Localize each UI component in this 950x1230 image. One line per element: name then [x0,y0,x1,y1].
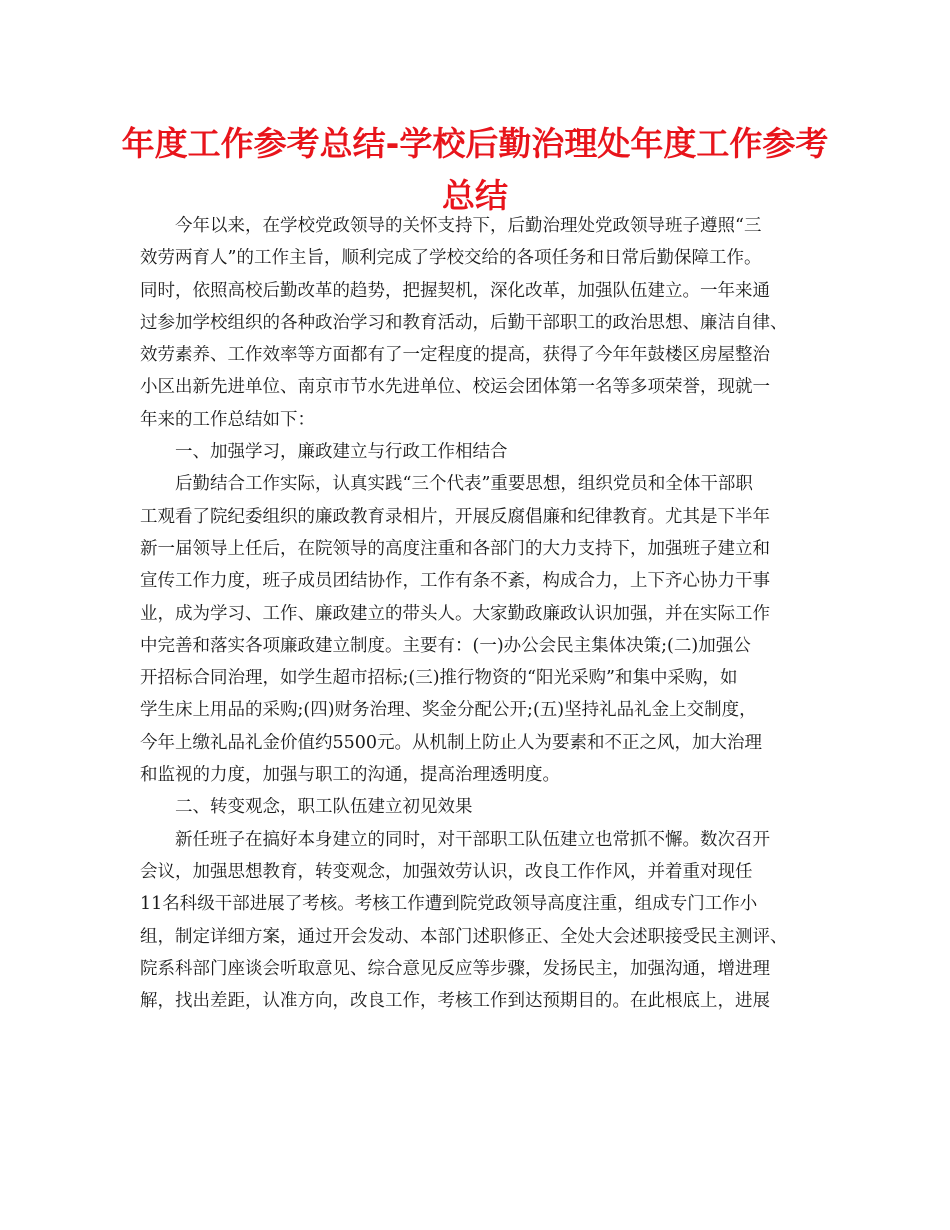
text-line: 一、加强学习，廉政建立与行政工作相结合 [175,442,508,463]
text-line: 11名科级干部进展了考核。考核工作遭到院党政领导高度注重，组成专门工作小 [140,894,758,915]
text-line: 效劳素养、工作效率等方面都有了一定程度的提高，获得了今年年鼓楼区房屋整治 [140,345,770,366]
text-line: 工观看了院纪委组织的廉政教育录相片，开展反腐倡廉和纪律教育。尤其是下半年 [140,506,770,527]
document-title [100,118,850,222]
text-line: 年来的工作总结如下： [140,409,315,430]
text-line: 小区出新先进单位、南京市节水先进单位、校运会团体第一名等多项荣誉，现就一 [140,377,770,398]
section-heading [140,436,816,468]
body-paragraph [140,210,816,436]
text-line: 业，成为学习、工作、廉政建立的带头人。大家勤政廉政认识加强，并在实际工作 [140,603,770,624]
body-paragraph [140,468,816,791]
text-line: 过参加学校组织的各种政治学习和教育活动，后勤干部职工的政治思想、廉洁自律、 [140,312,788,333]
text-line: 新一届领导上任后，在院领导的高度注重和各部门的大力支持下，加强班子建立和 [140,538,770,559]
title-line: 总结 [442,176,508,215]
section-heading [140,791,816,823]
text-line: 新任班子在搞好本身建立的同时，对干部职工队伍建立也常抓不懈。数次召开 [175,829,770,850]
text-line: 院系科部门座谈会听取意见、综合意见反应等步骤，发扬民主，加强沟通，增进理 [140,958,770,979]
document-body [140,210,816,1017]
text-line: 会议，加强思想教育，转变观念，加强效劳认识，改良工作作风，并着重对现任 [140,861,753,882]
text-line: 和监视的力度，加强与职工的沟通，提高治理透明度。 [140,765,560,786]
text-line: 后勤结合工作实际，认真实践“三个代表”重要思想，组织党员和全体干部职 [175,474,753,495]
text-line: 解，找出差距，认准方向，改良工作，考核工作到达预期目的。在此根底上，进展 [140,991,770,1012]
title-line: 年度工作参考总结-学校后勤治理处年度工作参考 [121,124,829,163]
text-line: 学生床上用品的采购;(四)财务治理、奖金分配公开;(五)坚持礼品礼金上交制度， [140,700,757,721]
text-line: 中完善和落实各项廉政建立制度。主要有：(一)办公会民主集体决策;(二)加强公 [140,635,751,656]
text-line: 宣传工作力度，班子成员团结协作，工作有条不紊，构成合力，上下齐心协力干事 [140,571,770,592]
body-paragraph [140,824,816,1018]
text-line: 今年上缴礼品礼金价值约5500元。从机制上防止人为要素和不正之风，加大治理 [140,732,763,753]
text-line: 效劳两育人”的工作主旨，顺利完成了学校交给的各项任务和日常后勤保障工作。 [140,248,762,269]
text-line: 二、转变观念，职工队伍建立初见效果 [175,797,473,818]
text-line: 同时，依照高校后勤改革的趋势，把握契机，深化改革，加强队伍建立。一年来通 [140,280,770,301]
text-line: 开招标合同治理，如学生超市招标;(三)推行物资的“阳光采购”和集中采购，如 [140,668,738,689]
text-line: 组，制定详细方案，通过开会发动、本部门述职修正、全处大会述职接受民主测评、 [140,926,788,947]
text-line: 今年以来，在学校党政领导的关怀支持下，后勤治理处党政领导班子遵照“三 [175,216,762,236]
